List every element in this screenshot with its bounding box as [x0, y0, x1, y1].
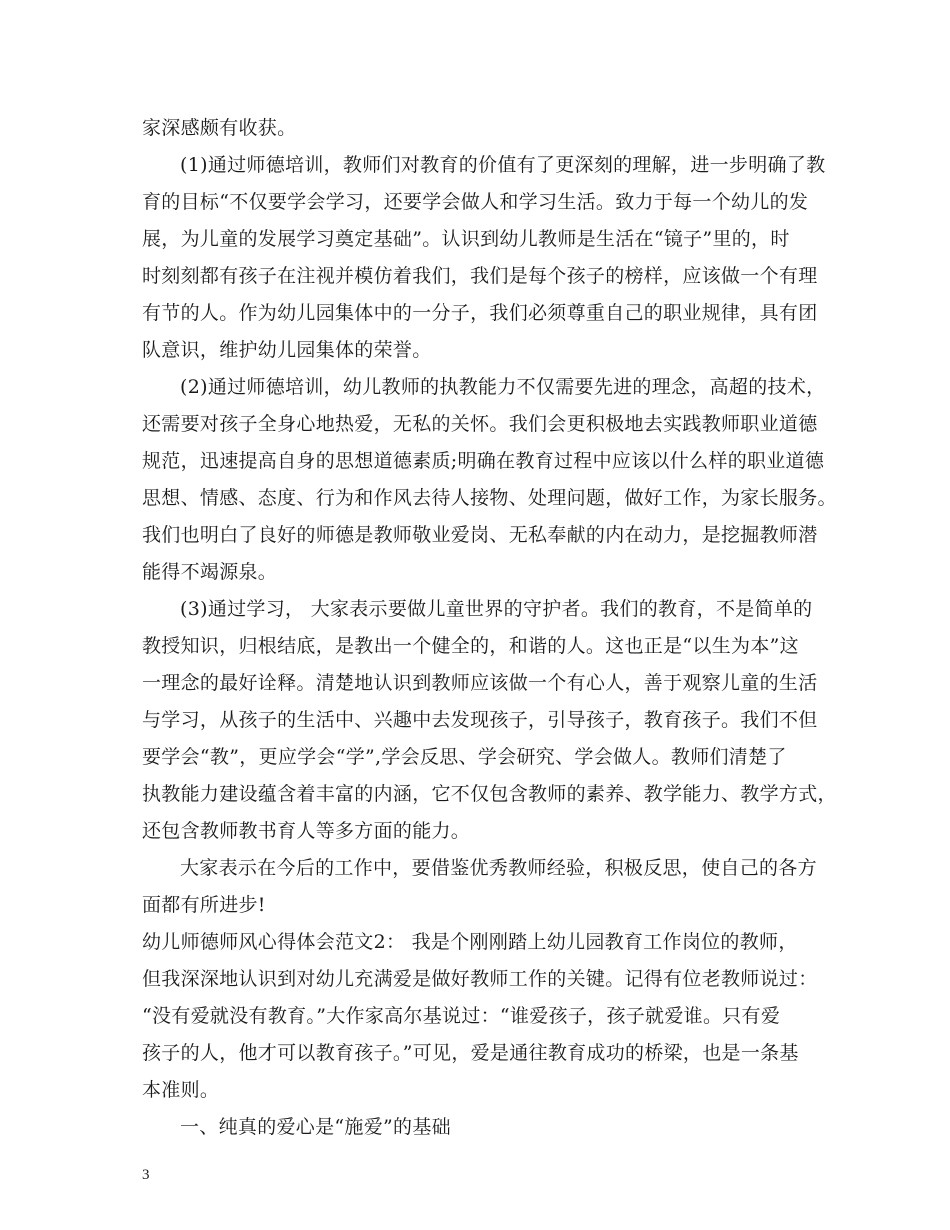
text-line: 展，为儿童的发展学习奠定基础”。认识到幼儿教师是生活在“镜子”里的，时: [142, 228, 790, 250]
text-line: 还包含教师教书育人等多方面的能力。: [142, 820, 471, 842]
text-line: 规范，迅速提高自身的思想道德素质;明确在教育过程中应该以什么样的职业道德: [142, 450, 825, 472]
section-heading: 幼儿师德师风心得体会范文2： 我是个刚刚踏上幼儿园教育工作岗位的教师，: [142, 931, 798, 953]
text-line: 但我深深地认识到对幼儿充满爱是做好教师工作的关键。记得有位老教师说过：: [142, 968, 818, 990]
text-line: 时刻刻都有孩子在注视并模仿着我们，我们是每个孩子的榜样，应该做一个有理: [142, 265, 818, 287]
text-line: (1)通过师德培训，教师们对教育的价值有了更深刻的理解，进一步明确了教: [180, 154, 826, 176]
text-line: (2)通过师德培训，幼儿教师的执教能力不仅需要先进的理念，高超的技术，: [180, 376, 826, 398]
text-line: 教授知识，归根结底，是教出一个健全的，和谐的人。这也正是“以生为本”这: [142, 635, 799, 657]
text-line: 家深感颇有收获。: [142, 117, 297, 139]
text-line: 面都有所进步!: [142, 894, 266, 916]
text-line: 有节的人。作为幼儿园集体中的一分子，我们必须尊重自己的职业规律，具有团: [142, 302, 818, 324]
text-line: “没有爱就没有教育。”大作家高尔基说过：“谁爱孩子，孩子就爱谁。只有爱: [142, 1005, 781, 1027]
text-line: 本准则。: [142, 1079, 220, 1101]
subsection-heading: 一、纯真的爱心是“施爱”的基础: [180, 1116, 451, 1138]
text-line: 孩子的人，他才可以教育孩子。”可见，爱是通往教育成功的桥梁，也是一条基: [142, 1042, 799, 1064]
text-line: 能得不竭源泉。: [142, 561, 278, 583]
text-line: 队意识，维护幼儿园集体的荣誉。: [142, 339, 432, 361]
text-line: 一理念的最好诠释。清楚地认识到教师应该做一个有心人，善于观察儿童的生活: [142, 672, 818, 694]
text-line: 育的目标“不仅要学会学习，还要学会做人和学习生活。致力于每一个幼儿的发: [142, 191, 809, 213]
text-line: 思想、情感、态度、行为和作风去待人接物、处理问题，做好工作，为家长服务。: [142, 487, 837, 509]
text-line: (3)通过学习， 大家表示要做儿童世界的守护者。我们的教育，不是简单的: [180, 598, 813, 620]
text-line: 与学习，从孩子的生活中、兴趣中去发现孩子，引导孩子，教育孩子。我们不但: [142, 709, 818, 731]
text-line: 执教能力建设蕴含着丰富的内涵，它不仅包含教师的素养、教学能力、教学方式，: [142, 783, 837, 805]
page-number: 3: [142, 1167, 150, 1183]
text-line: 还需要对孩子全身心地热爱，无私的关怀。我们会更积极地去实践教师职业道德: [142, 413, 818, 435]
text-line: 要学会“教”，更应学会“学”,学会反思、学会研究、学会做人。教师们清楚了: [142, 746, 787, 768]
text-line: 我们也明白了良好的师德是教师敬业爱岗、无私奉献的内在动力，是挖掘教师潜: [142, 524, 818, 546]
text-line: 大家表示在今后的工作中，要借鉴优秀教师经验，积极反思，使自己的各方: [180, 857, 817, 879]
